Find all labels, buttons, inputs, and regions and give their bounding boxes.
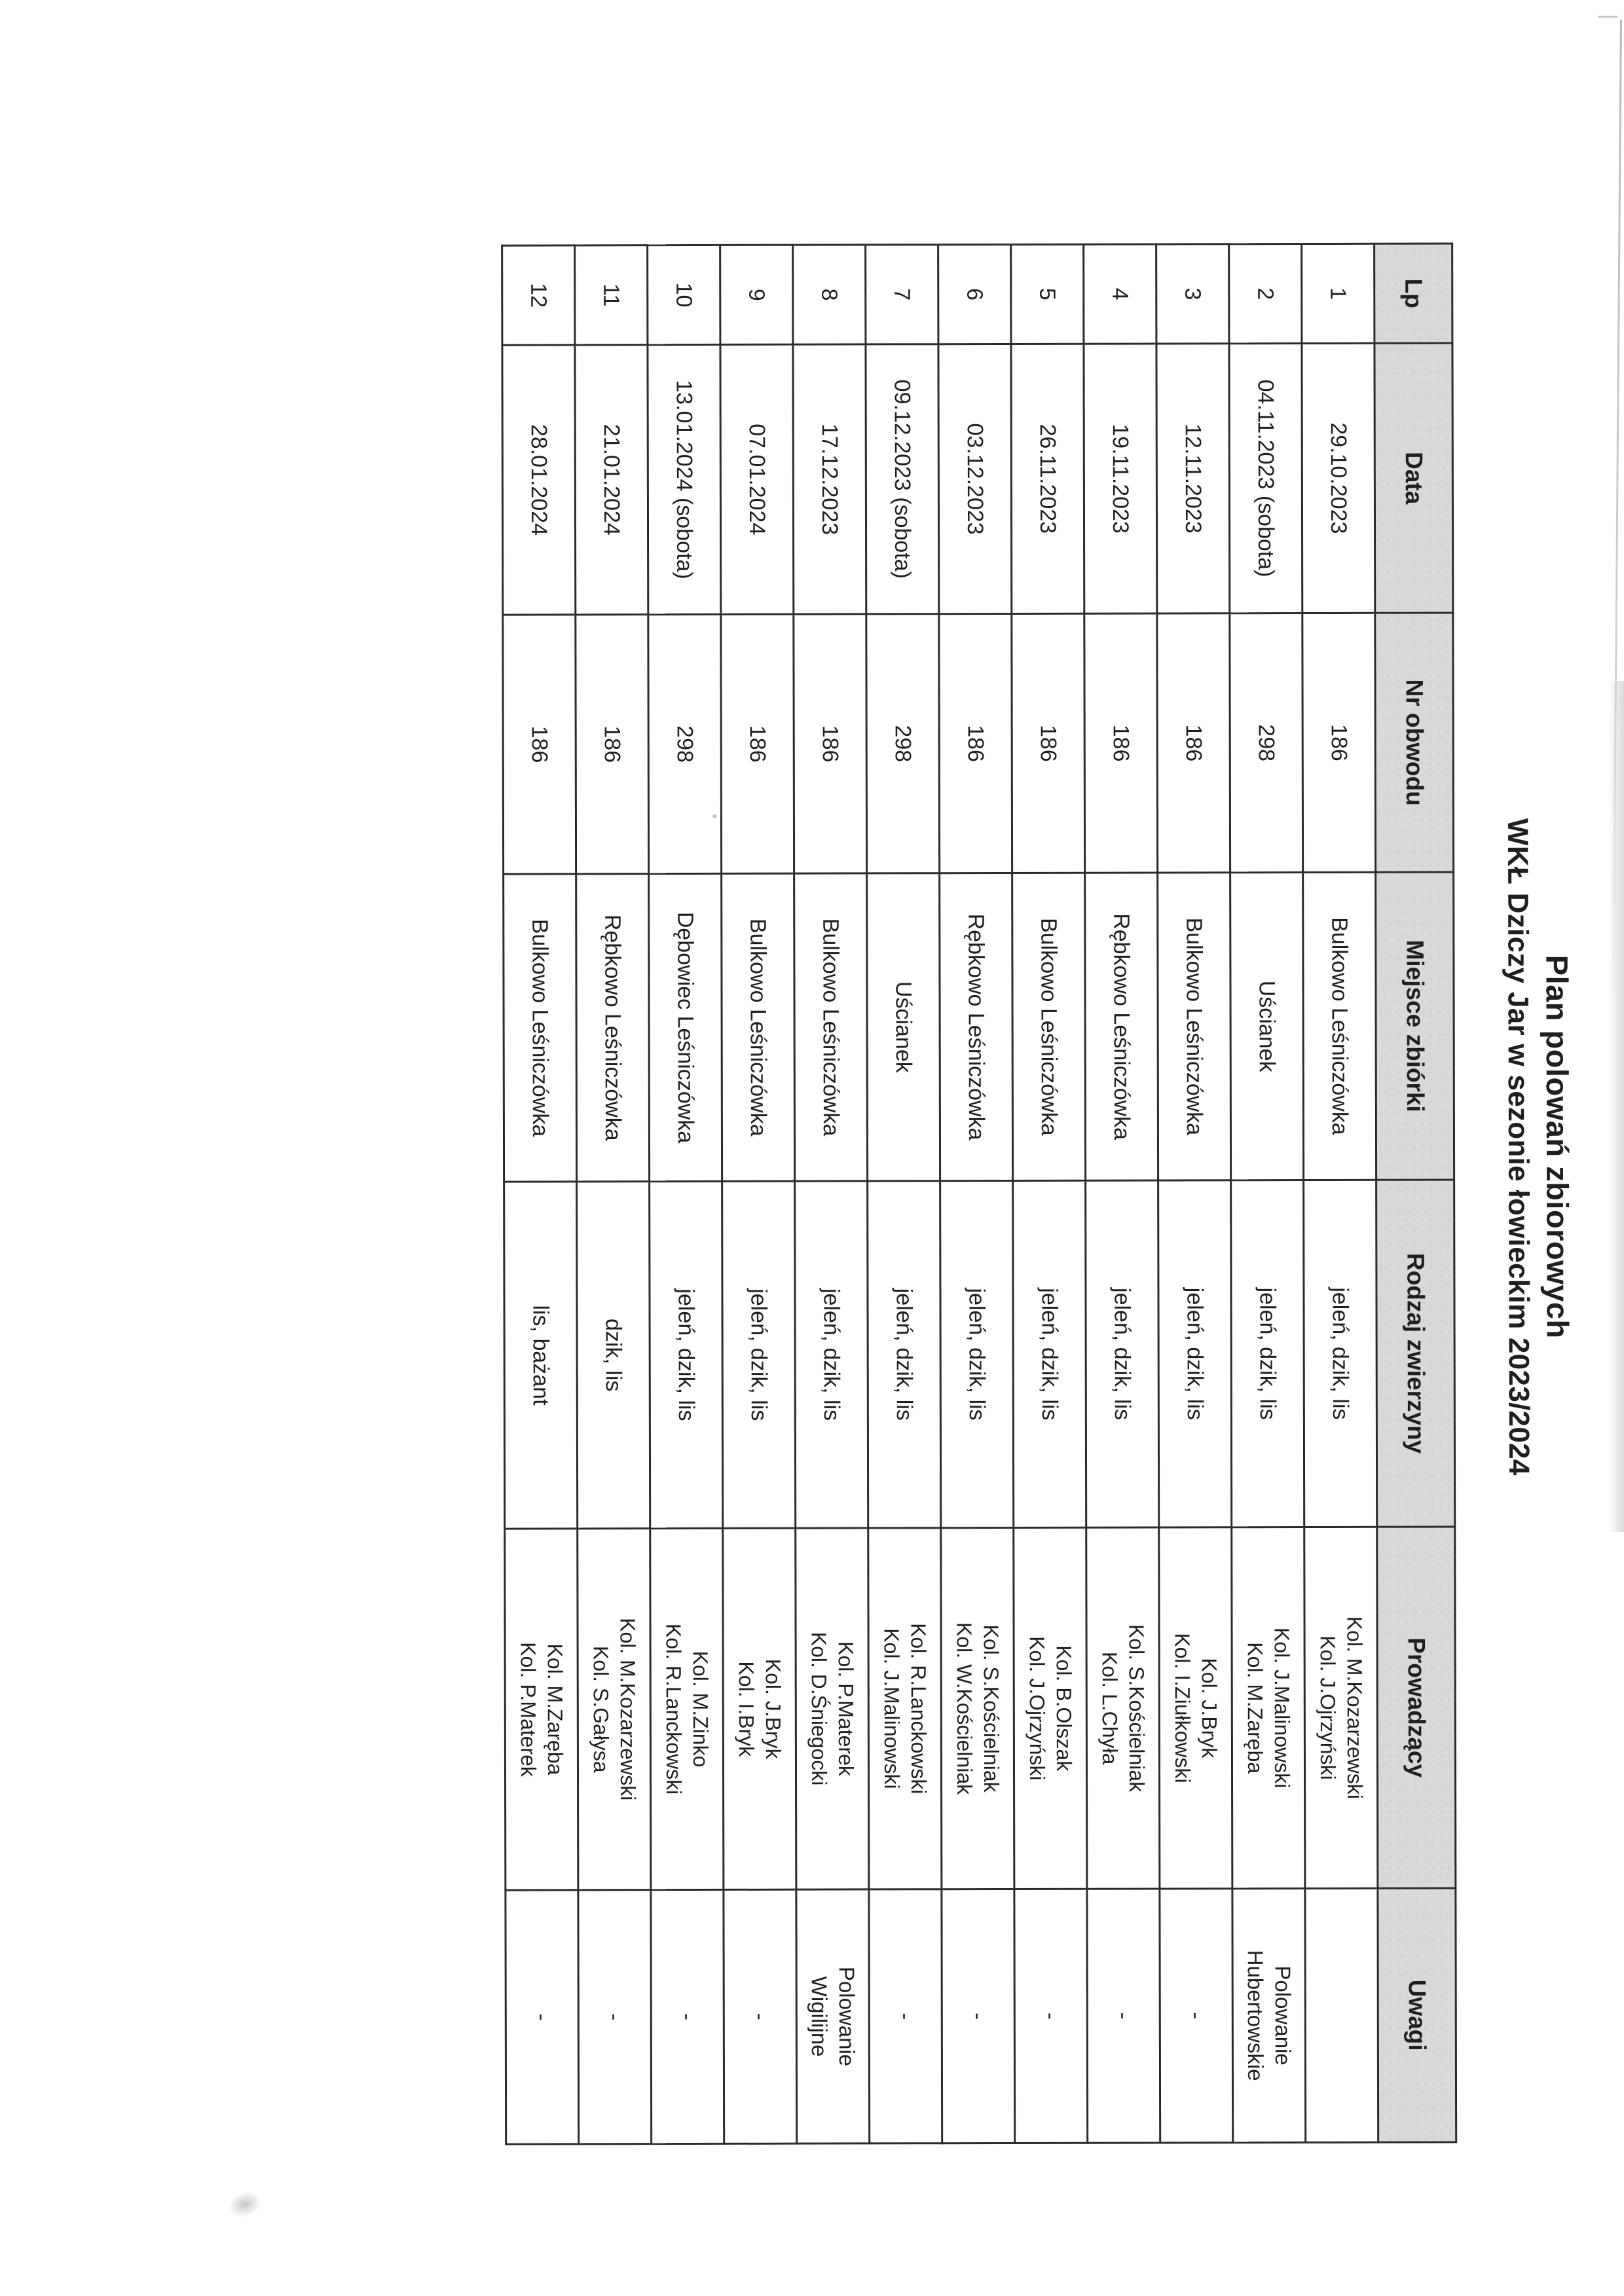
cell-data: 21.01.2024 xyxy=(575,345,648,615)
cell-miejsce_zbiorki: Bulkowo Leśniczówka xyxy=(1158,873,1231,1180)
cell-uwagi xyxy=(1305,1888,1378,2142)
cell-prowadzacy xyxy=(723,1528,796,1889)
uwagi-line: - xyxy=(893,2013,918,2020)
cell-miejsce_zbiorki: Bulkowo Leśniczówka xyxy=(504,874,577,1182)
document-title xyxy=(1499,0,1578,2295)
cell-prowadzacy xyxy=(941,1527,1014,1889)
cell-uwagi xyxy=(942,1889,1015,2143)
uwagi-line: - xyxy=(530,2013,555,2021)
cell-uwagi xyxy=(869,1889,942,2143)
column-header-data: Data xyxy=(1375,343,1453,613)
cell-lp: 4 xyxy=(1084,244,1156,344)
cell-data: 07.01.2024 xyxy=(720,344,794,614)
uwagi-line: - xyxy=(748,2013,773,2020)
cell-uwagi xyxy=(1014,1889,1088,2143)
column-header-nr_obwodu: Nr obwodu xyxy=(1375,613,1454,872)
cell-nr_obwodu: 186 xyxy=(1302,613,1376,872)
table-row xyxy=(866,245,942,2143)
cell-lp: 8 xyxy=(793,245,866,344)
uwagi-line: Polowanie xyxy=(1270,1965,1295,2066)
prowadzacy-line: Kol. M.Kozarzewski xyxy=(1342,1616,1367,1800)
prowadzacy-line: Kol. J.Bryk xyxy=(761,1658,785,1759)
prowadzacy-line: Kol. M.Zaręba xyxy=(543,1643,568,1776)
cell-nr_obwodu: 298 xyxy=(648,614,722,873)
table-row xyxy=(502,246,579,2144)
cell-rodzaj_zwierzyny: jeleń, dzik, lis xyxy=(1304,1180,1377,1527)
cell-lp: 11 xyxy=(575,246,648,345)
cell-miejsce_zbiorki: Bulkowo Leśniczówka xyxy=(722,873,795,1181)
prowadzacy-line: Kol. J.Malinowski xyxy=(879,1628,904,1789)
table-row xyxy=(938,244,1015,2143)
prowadzacy-line: Kol. P.Materek xyxy=(516,1642,541,1777)
table-row xyxy=(1156,244,1233,2143)
column-header-rodzaj_zwierzyny: Rodzaj zwierzyny xyxy=(1376,1180,1455,1527)
cell-lp: 10 xyxy=(648,245,720,344)
cell-data: 13.01.2024 (sobota) xyxy=(648,344,721,614)
cell-nr_obwodu: 186 xyxy=(939,613,1012,873)
column-header-uwagi: Uwagi xyxy=(1378,1888,1456,2142)
prowadzacy-line: Kol. B.Olszak xyxy=(1052,1645,1077,1772)
prowadzacy-line: Kol. R.Lanckowski xyxy=(906,1623,931,1795)
cell-rodzaj_zwierzyny: jeleń, dzik, lis xyxy=(795,1181,868,1528)
hunting-plan-table xyxy=(501,243,1457,2145)
uwagi-line: - xyxy=(1039,2012,1063,2020)
cell-lp: 7 xyxy=(866,245,938,344)
cell-miejsce_zbiorki: Bulkowo Leśniczówka xyxy=(1303,872,1376,1180)
cell-miejsce_zbiorki: Uścianek xyxy=(1230,873,1304,1180)
prowadzacy-line: Kol. J.Bryk xyxy=(1197,1658,1221,1758)
table-row xyxy=(1229,244,1306,2143)
cell-rodzaj_zwierzyny: jeleń, dzik, lis xyxy=(722,1181,796,1528)
cell-rodzaj_zwierzyny: lis, bażant xyxy=(504,1182,578,1529)
prowadzacy-line: Kol. P.Materek xyxy=(834,1641,858,1776)
cell-data: 19.11.2023 xyxy=(1084,344,1157,613)
column-header-prowadzacy: Prowadzący xyxy=(1377,1527,1456,1888)
table-row xyxy=(720,245,797,2143)
table-row xyxy=(1302,244,1378,2142)
cell-prowadzacy xyxy=(1014,1527,1087,1889)
scan-edge-artifact xyxy=(1598,16,1617,26)
prowadzacy-line: Kol. J.Malinowski xyxy=(1270,1627,1295,1789)
cell-prowadzacy xyxy=(868,1528,942,1889)
table-row xyxy=(575,246,652,2144)
cell-prowadzacy xyxy=(505,1529,578,1890)
cell-lp: 3 xyxy=(1156,244,1229,344)
cell-prowadzacy xyxy=(1304,1527,1378,1888)
cell-data: 29.10.2023 xyxy=(1302,343,1375,613)
prowadzacy-line: Kol. R.Lanckowski xyxy=(661,1623,686,1795)
cell-miejsce_zbiorki: Bulkowo Leśniczówka xyxy=(794,873,868,1181)
cell-data: 26.11.2023 xyxy=(1011,344,1084,613)
prowadzacy-line: Kol. D.Śniegocki xyxy=(807,1631,832,1786)
cell-uwagi xyxy=(651,1889,724,2143)
cell-miejsce_zbiorki: Uścianek xyxy=(867,873,940,1181)
prowadzacy-line: Kol. L.Chyła xyxy=(1098,1651,1122,1765)
cell-miejsce_zbiorki: Dębowiec Leśniczówka xyxy=(649,873,722,1181)
cell-uwagi xyxy=(796,1889,870,2143)
table-row xyxy=(1084,244,1160,2143)
cell-nr_obwodu: 186 xyxy=(576,615,649,874)
scan-edge-artifact xyxy=(1608,681,1624,1532)
title-line1: Plan polowań zbiorowych xyxy=(1540,955,1576,1339)
cell-rodzaj_zwierzyny: jeleń, dzik, lis xyxy=(1231,1180,1304,1527)
cell-rodzaj_zwierzyny: jeleń, dzik, lis xyxy=(940,1180,1014,1527)
cell-uwagi xyxy=(1087,1889,1160,2143)
prowadzacy-line: Kol. S.Gałysa xyxy=(589,1645,614,1773)
uwagi-line: - xyxy=(1184,2012,1209,2020)
cell-data: 17.12.2023 xyxy=(793,344,866,614)
prowadzacy-line: Kol. J.Ojrzyński xyxy=(1025,1636,1050,1781)
uwagi-line: - xyxy=(1111,2012,1136,2020)
cell-nr_obwodu: 298 xyxy=(1230,613,1303,873)
scan-speck-artifact xyxy=(712,814,717,818)
uwagi-line: Hubertowskie xyxy=(1243,1950,1268,2081)
prowadzacy-line: Kol. M.Zaręba xyxy=(1243,1642,1268,1774)
cell-prowadzacy xyxy=(578,1529,651,1890)
cell-data: 12.11.2023 xyxy=(1156,344,1230,613)
prowadzacy-line: Kol. W.Kościelniak xyxy=(952,1622,977,1795)
cell-lp: 1 xyxy=(1302,244,1375,343)
header-row xyxy=(1375,244,1456,2142)
prowadzacy-line: Kol. S.Kościelniak xyxy=(1124,1624,1149,1793)
prowadzacy-line: Kol. M.Zinko xyxy=(688,1650,712,1768)
uwagi-line: Wigilijne xyxy=(807,1976,832,2057)
cell-uwagi xyxy=(724,1889,797,2143)
column-header-lp: Lp xyxy=(1375,244,1452,343)
uwagi-line: - xyxy=(966,2013,991,2020)
cell-miejsce_zbiorki: Rębkowo Leśniczówka xyxy=(1085,873,1158,1180)
uwagi-line: Polowanie xyxy=(834,1966,859,2067)
cell-nr_obwodu: 186 xyxy=(1084,613,1158,873)
cell-rodzaj_zwierzyny: jeleń, dzik, lis xyxy=(650,1181,723,1528)
uwagi-line: - xyxy=(675,2013,700,2021)
cell-lp: 9 xyxy=(720,245,793,344)
cell-uwagi xyxy=(1232,1889,1306,2143)
cell-rodzaj_zwierzyny: jeleń, dzik, lis xyxy=(868,1181,941,1528)
cell-nr_obwodu: 186 xyxy=(503,615,576,874)
cell-nr_obwodu: 298 xyxy=(866,614,940,873)
prowadzacy-line: Kol. I.Ziułkowski xyxy=(1170,1633,1195,1783)
column-header-miejsce_zbiorki: Miejsce zbiórki xyxy=(1376,872,1454,1180)
cell-rodzaj_zwierzyny: jeleń, dzik, lis xyxy=(1013,1180,1086,1527)
cell-prowadzacy xyxy=(1086,1527,1160,1889)
prowadzacy-line: Kol. J.Ojrzyński xyxy=(1316,1635,1340,1780)
cell-miejsce_zbiorki: Rębkowo Leśniczówka xyxy=(940,873,1013,1180)
prowadzacy-line: Kol. S.Kościelniak xyxy=(979,1624,1004,1793)
cell-uwagi xyxy=(506,1890,579,2144)
cell-rodzaj_zwierzyny: jeleń, dzik, lis xyxy=(1086,1180,1159,1527)
cell-prowadzacy xyxy=(796,1528,869,1889)
cell-data: 09.12.2023 (sobota) xyxy=(866,344,939,614)
cell-prowadzacy xyxy=(650,1528,724,1889)
prowadzacy-line: Kol. I.Bryk xyxy=(734,1661,758,1757)
table-row xyxy=(648,245,724,2143)
table-row xyxy=(793,245,870,2143)
cell-uwagi xyxy=(1160,1889,1233,2143)
cell-uwagi xyxy=(578,1890,652,2144)
cell-data: 04.11.2023 (sobota) xyxy=(1229,344,1302,613)
uwagi-line: - xyxy=(602,2013,627,2021)
cell-prowadzacy xyxy=(1232,1527,1305,1889)
cell-lp: 2 xyxy=(1229,244,1302,344)
title-line2: WKŁ Dziczy Jar w sezonie łowieckim 2023/2024 xyxy=(1501,818,1536,1476)
prowadzacy-line: Kol. M.Kozarzewski xyxy=(616,1618,640,1801)
cell-miejsce_zbiorki: Rębkowo Leśniczówka xyxy=(576,874,650,1182)
cell-prowadzacy xyxy=(1159,1527,1232,1889)
cell-nr_obwodu: 186 xyxy=(794,614,867,873)
cell-lp: 5 xyxy=(1011,244,1084,344)
table-row xyxy=(1011,244,1088,2143)
cell-miejsce_zbiorki: Bulkowo Leśniczówka xyxy=(1012,873,1086,1180)
cell-nr_obwodu: 186 xyxy=(721,614,794,873)
cell-lp: 12 xyxy=(502,246,575,345)
cell-nr_obwodu: 186 xyxy=(1157,613,1230,873)
cell-data: 28.01.2024 xyxy=(502,345,576,615)
cell-data: 03.12.2023 xyxy=(938,344,1012,613)
cell-rodzaj_zwierzyny: jeleń, dzik, lis xyxy=(1158,1180,1232,1527)
cell-nr_obwodu: 186 xyxy=(1012,613,1085,873)
cell-lp: 6 xyxy=(938,244,1011,344)
cell-rodzaj_zwierzyny: dzik, lis xyxy=(577,1182,650,1529)
